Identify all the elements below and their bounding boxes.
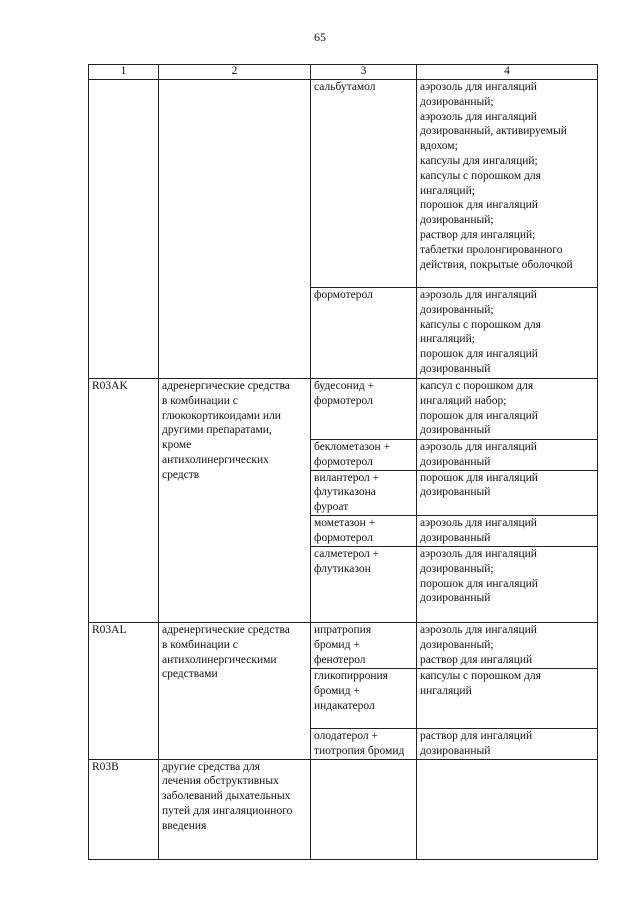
group-name-cell: другие средства для лечения обструктивных заболеваний дыхательных путей для ингаляционного введения xyxy=(159,759,311,859)
drug-name-cell: салметерол + флутиказон xyxy=(311,546,417,622)
column-header-3: 3 xyxy=(311,65,417,80)
atc-code-cell: R03AK xyxy=(89,379,159,623)
table-row xyxy=(89,379,598,440)
column-header-1: 1 xyxy=(89,65,159,80)
drug-name-cell: вилантерол + флутиказона фуроат xyxy=(311,470,417,515)
group-name-cell: адренергические средства в комбинации с антихолинергическими средствами xyxy=(159,622,311,759)
drug-name-cell: ипратропия бромид + фенотерол xyxy=(311,622,417,668)
atc-code-cell xyxy=(89,80,159,379)
drug-name-cell: сальбутамол xyxy=(311,80,417,288)
dosage-form-cell: капсулы с порошком для ингаляций xyxy=(417,668,598,728)
dosage-form-cell: аэрозоль для ингаляций дозированный; раствор для ингаляций xyxy=(417,622,598,668)
dosage-form-cell: аэрозоль для ингаляций дозированный; порошок для ингаляций дозированный xyxy=(417,546,598,622)
column-header-4: 4 xyxy=(417,65,598,80)
drug-table xyxy=(88,64,598,860)
dosage-form-cell xyxy=(417,759,598,859)
drug-name-cell: беклометазон + формотерол xyxy=(311,440,417,471)
drug-name-cell: мометазон + формотерол xyxy=(311,515,417,546)
header-row xyxy=(89,65,598,80)
dosage-form-cell: аэрозоль для ингаляций дозированный; аэрозоль для ингаляций дозированный, активируемый вдохом; капсулы для ингаляций; капсулы с порошком для ингаляций; порошок для ингаляций дозированный; раствор для ингаляций; таблетки пролонгированного действия, покрытые оболочкой xyxy=(417,80,598,288)
page-number: 65 xyxy=(314,30,326,44)
dosage-form-cell: аэрозоль для ингаляций дозированный xyxy=(417,440,598,471)
dosage-form-cell: раствор для ингаляций дозированный xyxy=(417,728,598,759)
column-header-2: 2 xyxy=(159,65,311,80)
drug-name-cell: будесонид + формотерол xyxy=(311,379,417,440)
dosage-form-cell: капсул с порошком для ингаляций набор; порошок для ингаляций дозированный xyxy=(417,379,598,440)
drug-name-cell xyxy=(311,759,417,859)
dosage-form-cell: аэрозоль для ингаляций дозированный xyxy=(417,515,598,546)
dosage-form-cell: порошок для ингаляций дозированный xyxy=(417,470,598,515)
atc-code-cell: R03B xyxy=(89,759,159,859)
table-row xyxy=(89,80,598,288)
drug-name-cell: формотерол xyxy=(311,288,417,379)
dosage-form-cell: аэрозоль для ингаляций дозированный; капсулы с порошком для ингаляций; порошок для ингаляций дозированный xyxy=(417,288,598,379)
table-row xyxy=(89,622,598,668)
table-row xyxy=(89,759,598,859)
drug-name-cell: олодатерол + тиотропия бромид xyxy=(311,728,417,759)
group-name-cell: адренергические средства в комбинации с глюкокортикоидами или другими препаратами, кроме антихолинергических средств xyxy=(159,379,311,623)
atc-code-cell: R03AL xyxy=(89,622,159,759)
drug-name-cell: гликопиррония бромид + индакатерол xyxy=(311,668,417,728)
group-name-cell xyxy=(159,80,311,379)
